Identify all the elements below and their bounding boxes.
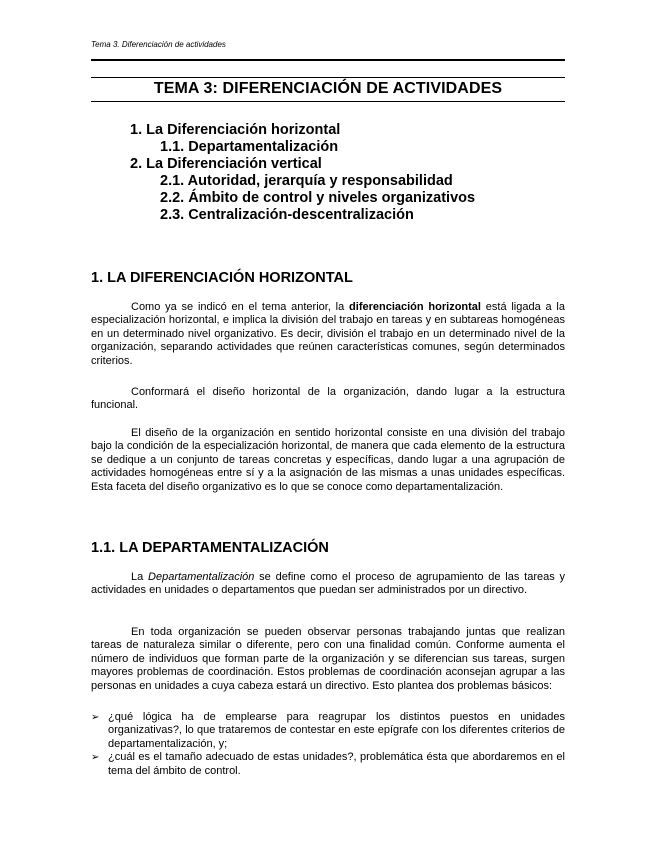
bullet-list (91, 711, 565, 778)
paragraph (91, 301, 565, 368)
italic-term: Departamentalización (148, 571, 255, 583)
title-rule-top (91, 77, 565, 78)
paragraph-text: En toda organización se pueden observar personas trabajando juntas que realizan tareas de naturaleza similar o diferente, pero con una finalidad común. Conforme aumenta el número de individuos que forman parte de la organización y se diferencian sus tareas, surgen mayores problemas de coordinación. Estos problemas de coordinación aconsejan agrupar a las personas en unidades a cuya cabeza estará un directivo. Esto plantea dos problemas básicos: (91, 626, 565, 692)
arrow-bullet-icon: ➢ (91, 752, 100, 764)
list-item (91, 711, 565, 751)
toc-item: 2. La Diferenciación vertical (130, 156, 322, 172)
paragraph-text: está ligada a la especialización horizontal, e implica la división del trabajo en tareas y en subtareas homogéneas en un determinado nivel organizativo. Es decir, división el trabajo en un determinado nivel de la organización, separando actividades que reúnen características comunes, según determinados criterios. (91, 301, 565, 367)
section-heading: 1. LA DIFERENCIACIÓN HORIZONTAL (91, 270, 353, 286)
toc-item: 1.1. Departamentalización (160, 139, 339, 155)
table-of-contents (130, 122, 475, 224)
paragraph (91, 626, 565, 693)
toc-item: 2.2. Ámbito de control y niveles organizativos (160, 190, 476, 206)
paragraph-text: El diseño de la organización en sentido horizontal consiste en una división del trabajo bajo la condición de la especialización horizontal, de manera que cada elemento de la estructura se dedique a un conjunto de tareas concretas y específicas, dando lugar a una agrupación de actividades homogéneas entre sí y a la asignación de las mismas a unas unidades específicas. Esta faceta del diseño organizativo es lo que se conoce como departamentalización. (91, 427, 565, 493)
toc-item: 2.3. Centralización-descentralización (160, 207, 414, 223)
page-title: TEMA 3: DIFERENCIACIÓN DE ACTIVIDADES (153, 80, 503, 97)
header-rule (91, 59, 565, 61)
title-rule-bottom (91, 101, 565, 102)
arrow-bullet-icon: ➢ (91, 712, 100, 723)
toc-item: 1. La Diferenciación horizontal (130, 122, 341, 138)
bold-term: diferenciación horizontal (349, 301, 481, 313)
paragraph (91, 571, 565, 598)
paragraph (91, 427, 565, 494)
list-item-text: ¿cuál es el tamaño adecuado de estas unidades?, problemática ésta que abordaremos en el tema del ámbito de control. (108, 751, 565, 777)
paragraph-text: Conformará el diseño horizontal de la organización, dando lugar a la estructura funcional. (91, 386, 565, 412)
running-header: Tema 3. Diferenciación de actividades (91, 40, 226, 49)
section-heading: 1.1. LA DEPARTAMENTALIZACIÓN (91, 540, 329, 556)
toc-item: 2.1. Autoridad, jerarquía y responsabilidad (160, 173, 453, 189)
list-item-text: ¿qué lógica ha de emplearse para reagrupar los distintos puestos en unidades organizativas?, lo que trataremos de contestar en este epígrafe con los diferentes criterios de departamentalización, y; (108, 711, 565, 750)
paragraph-text: La (131, 571, 149, 583)
list-item (91, 751, 565, 778)
paragraph-text: Como ya se indicó en el tema anterior, la (131, 301, 350, 313)
paragraph-text: se define como el proceso de agrupamiento de las tareas y actividades en unidades o departamentos que puedan ser administrados por un directivo. (91, 571, 565, 597)
paragraph (91, 386, 565, 413)
